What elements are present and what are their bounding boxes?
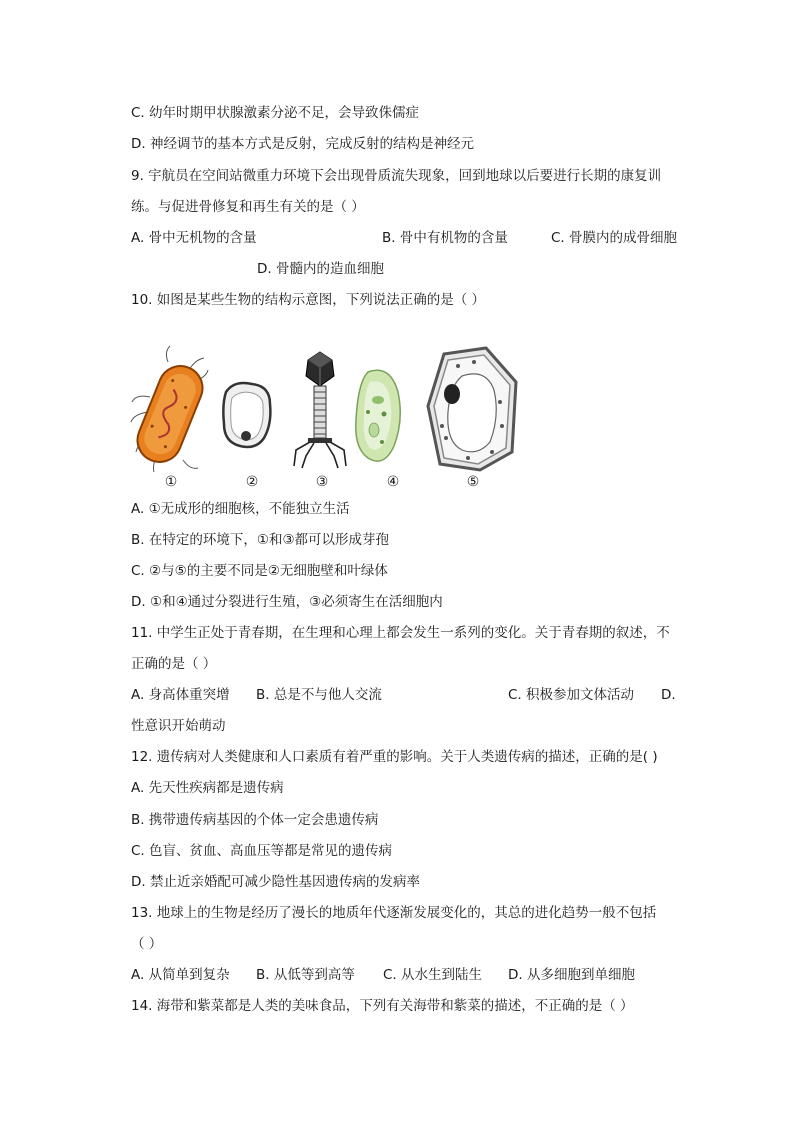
q10-option-a: A. ①无成形的细胞核，不能独立生活 — [131, 501, 350, 517]
q9-option-d: D. 骨髓内的造血细胞 — [257, 261, 384, 277]
q9-stem-cont: 练。与促进骨修复和再生有关的是（ ） — [131, 199, 365, 215]
q12-option-c: C. 色盲、贫血、高血压等都是常见的遗传病 — [131, 843, 393, 859]
paramecium-drawing — [356, 370, 401, 461]
q11-stem-cont: 正确的是（ ） — [131, 656, 217, 672]
q11-option-c: C. 积极参加文体活动 — [508, 687, 635, 703]
q8-option-c: C. 幼年时期甲状腺激素分泌不足，会导致侏儒症 — [131, 105, 420, 121]
q13-option-d: D. 从多细胞到单细胞 — [508, 967, 635, 983]
q13-option-b: B. 从低等到高等 — [256, 967, 355, 983]
bacteriophage-drawing — [294, 352, 346, 468]
q13-stem: 13. 地球上的生物是经历了漫长的地质年代逐渐发展变化的，其总的进化趋势一般不包括 — [131, 905, 657, 921]
q13-option-c: C. 从水生到陆生 — [383, 967, 483, 983]
q8-option-d: D. 神经调节的基本方式是反射，完成反射的结构是神经元 — [131, 136, 474, 152]
q9-option-a: A. 骨中无机物的含量 — [131, 230, 257, 246]
q10-option-c: C. ②与⑤的主要不同是②无细胞壁和叶绿体 — [131, 563, 388, 579]
q14-stem: 14. 海带和紫菜都是人类的美味食品，下列有关海带和紫菜的描述，不正确的是（ ） — [131, 998, 634, 1014]
q12-option-d: D. 禁止近亲婚配可减少隐性基因遗传病的发病率 — [131, 874, 420, 890]
plant-cell-drawing — [428, 348, 516, 470]
q11-stem: 11. 中学生正处于青春期，在生理和心理上都会发生一系列的变化。关于青春期的叙述，不 — [131, 625, 670, 641]
q12-stem: 12. 遗传病对人类健康和人口素质有着严重的影响。关于人类遗传病的描述，正确的是( ) — [131, 749, 658, 765]
q10-option-b: B. 在特定的环境下，①和③都可以形成芽孢 — [131, 532, 390, 548]
caption-3: ③ — [315, 474, 329, 490]
q11-option-d-label: D. — [661, 687, 676, 703]
caption-4: ④ — [386, 474, 400, 490]
q13-stem-cont: （ ） — [131, 936, 163, 952]
q11-option-a: A. 身高体重突增 — [131, 687, 230, 703]
bacterium-drawing — [131, 346, 209, 472]
organisms-figure — [128, 342, 528, 492]
caption-1: ① — [164, 474, 178, 490]
q12-option-a: A. 先天性疾病都是遗传病 — [131, 780, 284, 796]
q11-option-d: 性意识开始萌动 — [131, 718, 226, 734]
caption-5: ⑤ — [466, 474, 480, 490]
organisms-illustration — [128, 342, 528, 492]
q9-option-b: B. 骨中有机物的含量 — [382, 230, 508, 246]
q10-option-d: D. ①和④通过分裂进行生殖，③必须寄生在活细胞内 — [131, 594, 443, 610]
animal-cell-drawing — [223, 383, 270, 447]
q9-option-c: C. 骨膜内的成骨细胞 — [551, 230, 678, 246]
q10-stem: 10. 如图是某些生物的结构示意图，下列说法正确的是（ ） — [131, 292, 486, 308]
q12-option-b: B. 携带遗传病基因的个体一定会患遗传病 — [131, 812, 379, 828]
q9-stem: 9. 宇航员在空间站微重力环境下会出现骨质流失现象，回到地球以后要进行长期的康复训 — [131, 168, 662, 184]
q13-option-a: A. 从简单到复杂 — [131, 967, 230, 983]
caption-2: ② — [245, 474, 259, 490]
q11-option-b: B. 总是不与他人交流 — [256, 687, 382, 703]
